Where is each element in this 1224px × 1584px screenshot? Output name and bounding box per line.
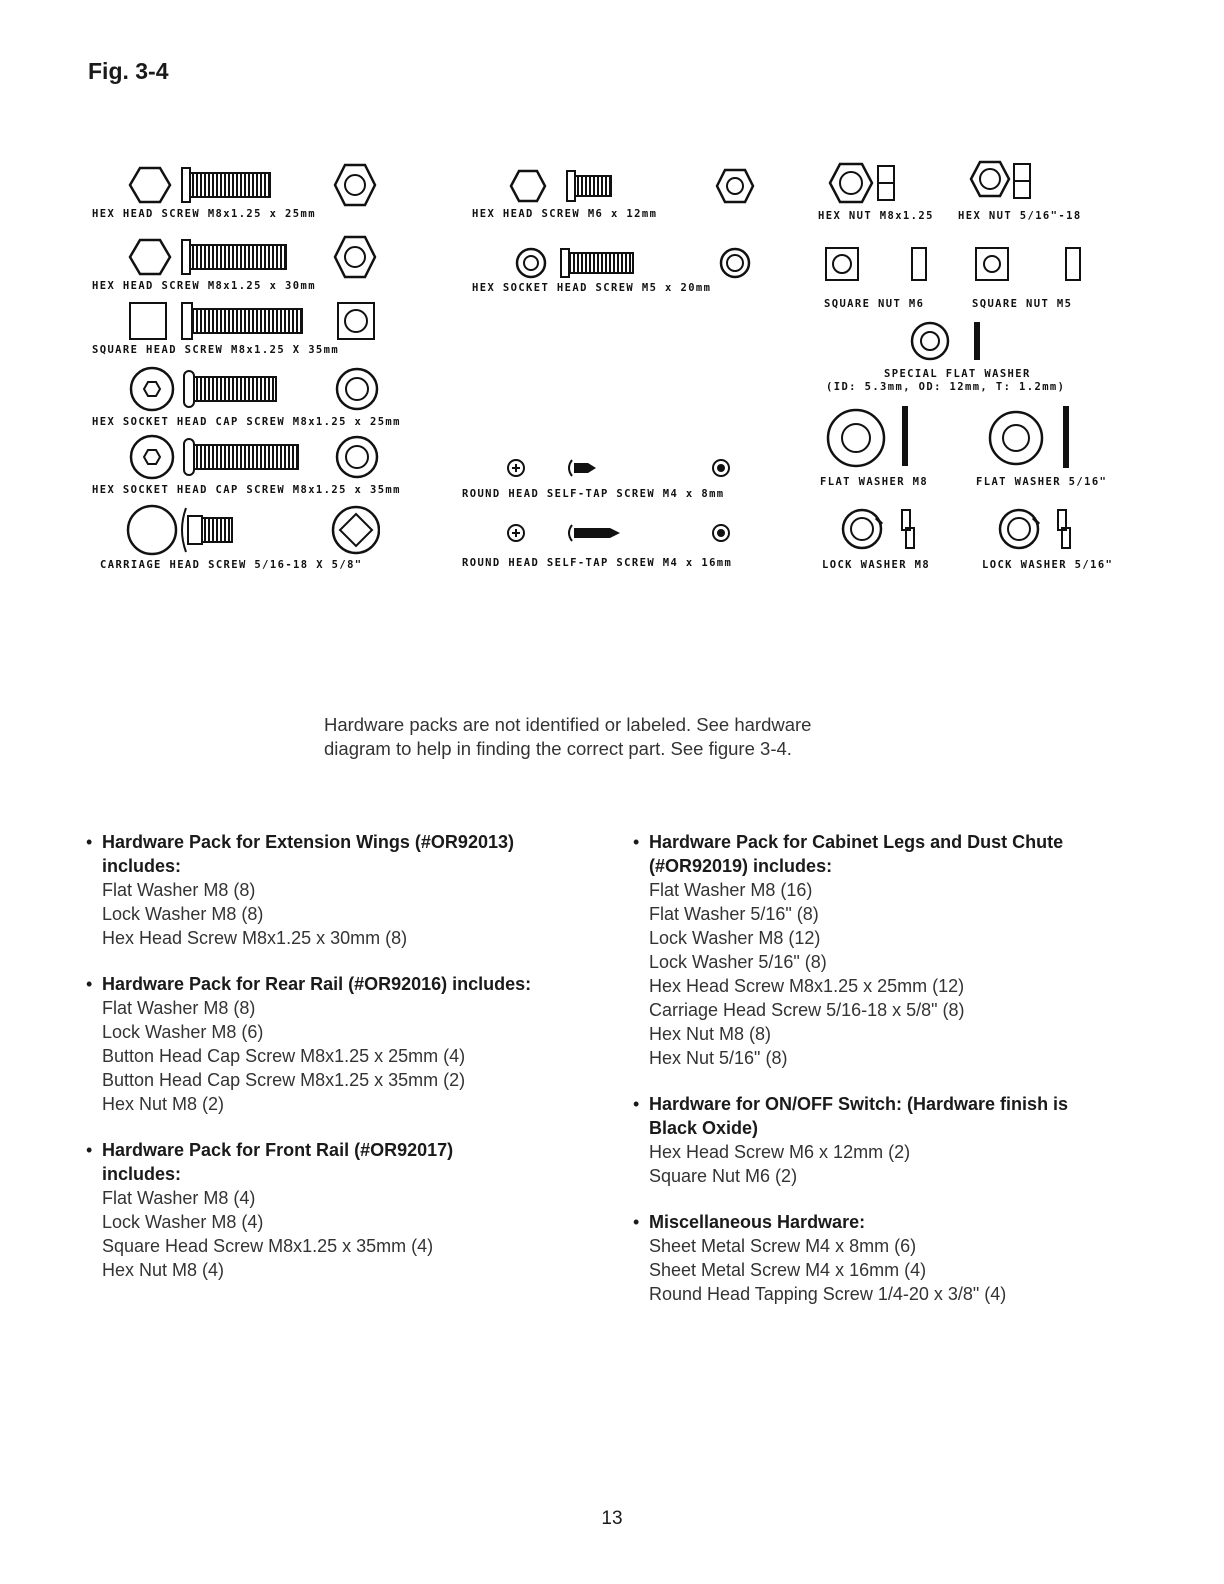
square-head-screw-drawing [120, 298, 380, 344]
list-item: Hex Head Screw M8x1.25 x 25mm (12) [649, 976, 965, 996]
pack-heading-cont: includes: [102, 1164, 182, 1184]
pack-on-off-switch [633, 1092, 1153, 1188]
hex-head-screw-30-label: HEX HEAD SCREW M8x1.25 x 30mm [92, 280, 316, 292]
socket-cap-screw-35-drawing [120, 432, 380, 482]
hardware-list-right [633, 830, 1153, 1328]
square-nuts-drawing [818, 242, 1098, 286]
list-item: Hex Nut 5/16" (8) [649, 1048, 788, 1068]
hardware-note [324, 713, 811, 761]
pack-cabinet-legs [633, 830, 1153, 1070]
list-item: Lock Washer 5/16" (8) [649, 952, 827, 972]
hardware-list-left [86, 830, 606, 1304]
hex-head-screw-m6-label: HEX HEAD SCREW M6 x 12mm [472, 208, 658, 220]
list-item: Flat Washer M8 (16) [649, 880, 813, 900]
bullet: • [86, 974, 93, 994]
special-flat-washer-drawing [900, 318, 1000, 364]
self-tap-screw-16-label: ROUND HEAD SELF-TAP SCREW M4 x 16mm [462, 557, 733, 569]
hex-socket-screw-m5-drawing [505, 243, 765, 283]
square-nut-m6-label: SQUARE NUT M6 [824, 298, 925, 310]
list-item: Sheet Metal Screw M4 x 16mm (4) [649, 1260, 927, 1280]
flat-washer-516-label: FLAT WASHER 5/16" [976, 476, 1108, 488]
list-item: Flat Washer M8 (8) [102, 998, 256, 1018]
self-tap-screw-8-drawing [470, 455, 770, 481]
special-flat-washer-label: SPECIAL FLAT WASHER [884, 368, 1031, 380]
pack-rear-rail [86, 972, 606, 1116]
list-item: Lock Washer M8 (8) [102, 904, 264, 924]
hex-nuts-drawing [818, 158, 1098, 208]
list-item: Lock Washer M8 (4) [102, 1212, 264, 1232]
pack-heading-cont: Black Oxide) [649, 1118, 759, 1138]
pack-heading-cont: includes: [102, 856, 182, 876]
pack-heading: Hardware Pack for Rear Rail (#OR92016) includes: [102, 974, 532, 994]
list-item: Flat Washer 5/16" (8) [649, 904, 819, 924]
hex-nut-516-label: HEX NUT 5/16"-18 [958, 210, 1082, 222]
bullet: • [633, 832, 640, 852]
list-item: Carriage Head Screw 5/16-18 x 5/8" (8) [649, 1000, 965, 1020]
square-nut-m5-label: SQUARE NUT M5 [972, 298, 1073, 310]
list-item: Hex Nut M8 (2) [102, 1094, 225, 1114]
pack-extension-wings [86, 830, 606, 950]
bullet: • [86, 832, 93, 852]
list-item: Round Head Tapping Screw 1/4-20 x 3/8" (4) [649, 1284, 1007, 1304]
flat-washer-m8-label: FLAT WASHER M8 [820, 476, 929, 488]
list-item: Flat Washer M8 (4) [102, 1188, 256, 1208]
pack-miscellaneous [633, 1210, 1153, 1306]
list-item: Sheet Metal Screw M4 x 8mm (6) [649, 1236, 917, 1256]
hex-head-screw-25-drawing [120, 160, 380, 210]
list-item: Square Nut M6 (2) [649, 1166, 798, 1186]
pack-heading: Hardware Pack for Front Rail (#OR92017) [102, 1140, 454, 1160]
pack-heading-cont: (#OR92019) includes: [649, 856, 833, 876]
self-tap-screw-8-label: ROUND HEAD SELF-TAP SCREW M4 x 8mm [462, 488, 725, 500]
list-item: Square Head Screw M8x1.25 x 35mm (4) [102, 1236, 434, 1256]
bullet: • [86, 1140, 93, 1160]
self-tap-screw-16-drawing [470, 520, 770, 546]
list-item: Lock Washer M8 (12) [649, 928, 821, 948]
list-item: Hex Nut M8 (4) [102, 1260, 225, 1280]
lock-washers-drawing [836, 506, 1096, 552]
lock-washer-m8-label: LOCK WASHER M8 [822, 559, 931, 571]
hex-socket-screw-m5-label: HEX SOCKET HEAD SCREW M5 x 20mm [472, 282, 712, 294]
lock-washer-516-label: LOCK WASHER 5/16" [982, 559, 1114, 571]
carriage-head-screw-drawing [120, 502, 380, 558]
list-item: Hex Head Screw M6 x 12mm (2) [649, 1142, 911, 1162]
bullet: • [633, 1094, 640, 1114]
pack-front-rail [86, 1138, 606, 1282]
pack-heading: Hardware Pack for Cabinet Legs and Dust Chute [649, 832, 1064, 852]
list-item: Flat Washer M8 (8) [102, 880, 256, 900]
hex-nut-m8-label: HEX NUT M8x1.25 [818, 210, 934, 222]
list-item: Hex Nut M8 (8) [649, 1024, 772, 1044]
figure-title: Fig. 3-4 [88, 58, 169, 84]
list-item: Lock Washer M8 (6) [102, 1022, 264, 1042]
pack-heading: Hardware for ON/OFF Switch: (Hardware finish is [649, 1094, 1069, 1114]
pack-heading: Hardware Pack for Extension Wings (#OR92013) [102, 832, 514, 852]
list-item: Button Head Cap Screw M8x1.25 x 35mm (2) [102, 1070, 466, 1090]
note-line-2: diagram to help in finding the correct part. See figure 3-4. [324, 738, 792, 759]
note-line-1: Hardware packs are not identified or labeled. See hardware [324, 714, 812, 735]
socket-cap-screw-25-label: HEX SOCKET HEAD CAP SCREW M8x1.25 x 25mm [92, 416, 401, 428]
hex-head-screw-30-drawing [120, 232, 380, 282]
list-item: Button Head Cap Screw M8x1.25 x 25mm (4) [102, 1046, 466, 1066]
pack-heading: Miscellaneous Hardware: [649, 1212, 866, 1232]
flat-washers-drawing [820, 402, 1100, 472]
page-number: 13 [601, 1508, 623, 1529]
special-flat-washer-dims: (ID: 5.3mm, OD: 12mm, T: 1.2mm) [826, 381, 1066, 393]
hex-head-screw-25-label: HEX HEAD SCREW M8x1.25 x 25mm [92, 208, 316, 220]
carriage-head-screw-label: CARRIAGE HEAD SCREW 5/16-18 X 5/8" [100, 559, 363, 571]
socket-cap-screw-25-drawing [120, 364, 380, 414]
square-head-screw-label: SQUARE HEAD SCREW M8x1.25 X 35mm [92, 344, 340, 356]
bullet: • [633, 1212, 640, 1232]
list-item: Hex Head Screw M8x1.25 x 30mm (8) [102, 928, 408, 948]
hex-head-screw-m6-drawing [505, 163, 765, 209]
socket-cap-screw-35-label: HEX SOCKET HEAD CAP SCREW M8x1.25 x 35mm [92, 484, 401, 496]
